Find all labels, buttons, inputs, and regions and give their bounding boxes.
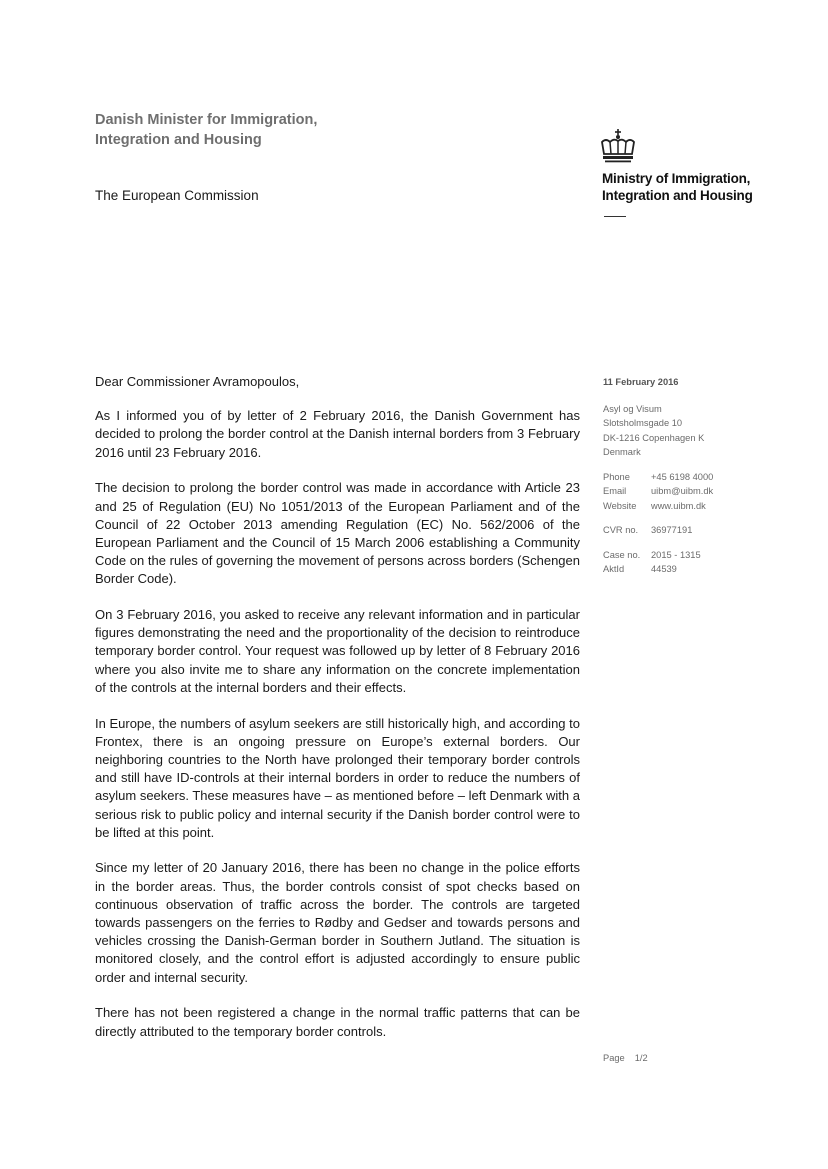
case-block [603,548,763,577]
cvr-value: 36977191 [651,525,693,535]
sender-line-2: Integration and Housing [95,132,262,148]
address-block [603,402,763,460]
ministry-line-1: Ministry of Immigration, [602,171,751,186]
crown-icon [598,128,638,164]
address-line-1: Asyl og Visum [603,403,662,414]
letter-body [95,373,580,1058]
paragraph-4: In Europe, the numbers of asylum seekers are still historically high, and according to Frontex, there is an ongoing pressure on Europe’s external borders. Our neighboring countries to the North have prolonged their temporary border controls and still have ID-controls at their internal borders in order to reduce the numbers of asylum seekers. These measures have – as mentioned before – left Denmark with a serious risk to public policy and internal security if the Danish border control were to be lifted at this point. [95,715,580,840]
paragraph-1: As I informed you of by letter of 2 February 2016, the Danish Government has decided to prolong the border control at the Danish internal borders from 3 February 2016 until 23 February 2016. [95,408,580,460]
ministry-line-2: Integration and Housing [602,188,753,203]
website-label: Website [603,500,637,511]
contact-row-email [603,484,763,499]
address-line-2: Slotsholmsgade 10 [603,418,683,428]
salutation: Dear Commissioner Avramopoulos, [95,374,300,389]
aktid-label: AktId [603,564,625,574]
paragraph-6: There has not been registered a change in the normal traffic patterns that can be directly attributed to the temporary border controls. [95,1005,580,1039]
case-row [603,548,763,563]
page-label: Page [603,1053,625,1063]
cvr-label: CVR no. [603,525,639,535]
aktid-row [603,562,763,577]
paragraph-5: Since my letter of 20 January 2016, there has been no change in the police efforts in the border areas. Thus, the border controls consist of spot checks based on continuous observation of traffic across the border. The controls are targeted towards passengers on the ferries to Rødby and Gedser and towards persons and vehicles crossing the Danish-German border in Southern Jutland. The situation is monitored closely, and the control effort is adjusted accordingly to ensure public order and internal security. [95,860,580,985]
ministry-name [602,170,802,204]
ministry-divider [604,216,626,217]
contact-row-phone [603,470,763,485]
phone-label: Phone [603,471,630,482]
cvr-block [603,523,763,538]
contact-block [603,470,763,514]
address-line-4: Denmark [603,447,641,457]
email-value: uibm@uibm.dk [651,486,714,496]
website-value: www.uibm.dk [651,500,706,511]
paragraph-3: On 3 February 2016, you asked to receive any relevant information and in particular figures demonstrating the need and the proportionality of the decision to reintroduce temporary border control. Your request was followed up by letter of 8 February 2016 where you also invite me to share any information on the concrete implementation of the controls at the internal borders and their effects. [95,607,580,695]
address-line-3: DK-1216 Copenhagen K [603,432,705,443]
sender-heading [95,110,425,150]
paragraph-2: The decision to prolong the border control was made in accordance with Article 23 and 25 of Regulation (EU) No 1051/2013 of the European Parliament and of the Council of 22 October 2013 amending Regulation (EC) No. 562/2006 of the European Parliament and the Council of 15 March 2006 establishing a Community Code on the rules of governing the movement of persons across borders (Schengen Border Code). [95,480,580,587]
sender-line-1: Danish Minister for Immigration, [95,112,318,128]
page-number [603,1053,658,1063]
case-value: 2015 - 1315 [651,549,701,560]
page-value: 1/2 [634,1053,648,1063]
email-label: Email [603,486,627,496]
contact-row-website [603,499,763,514]
case-label: Case no. [603,549,641,560]
letter-date: 11 February 2016 [603,377,679,387]
cvr-row [603,523,763,538]
aktid-value: 44539 [651,564,677,574]
sidebar-info [603,375,763,587]
phone-value: +45 6198 4000 [651,471,714,482]
recipient: The European Commission [95,188,259,203]
